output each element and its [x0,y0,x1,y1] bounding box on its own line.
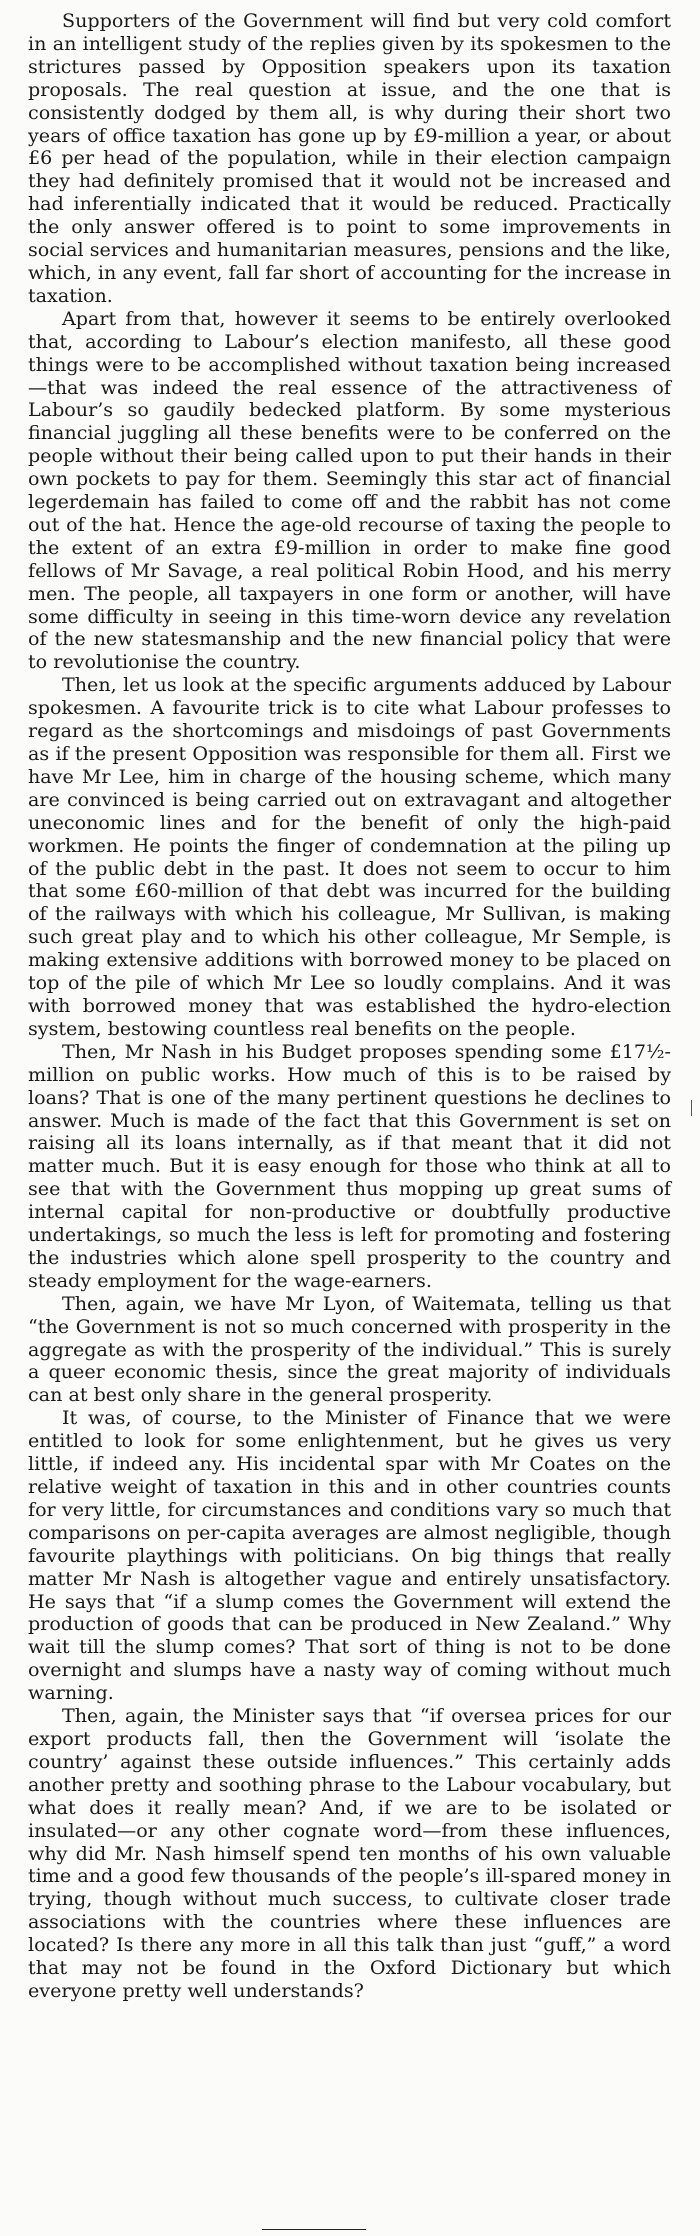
article-paragraph: Then, again, we have Mr Lyon, of Waitemata, telling us that “the Government is not so much concerned with prosperity in the aggregate as with the prosperity of the individual.” This is surely a queer economic thesis, since the great majority of individuals can at best only share in the general prosperity. [28,1291,671,1407]
article-paragraph: Supporters of the Government will find but very cold comfort in an intelligent study of the replies given by its spokesmen to the strictures passed by Opposition speakers upon its taxation proposals. The real question at issue, and the one that is consistently dodged by them all, is why during their short two years of office taxation has gone up by £9-million a year, or about £6 per head of the population, while in their election campaign they had definitely promised that it would not be increased and had inferentially indicated that it would be reduced. Practically the only answer offered is to point to some improvements in social services and humanitarian measures, pensions and the like, which, in any event, fall far short of accounting for the increase in taxation. [28,9,671,307]
article-paragraph: Then, again, the Minister says that “if oversea prices for our export products fall, then the Government will ‘isolate the country’ against these outside influences.” This certainly adds another pretty and soothing phrase to the Labour vocabulary, but what does it really mean? And, if we are to be isolated or insulated—or any other cognate word—from these influences, why did Mr. Nash himself spend ten months of his own valuable time and a good few thousands of the people’s ill-spared money in trying, though without much success, to cultivate closer trade associations with the countries where these influences are located? Is there any more in all this talk than just “guff,” a word that may not be found in the Oxford Dictionary but which everyone pretty well understands? [28,1704,671,2002]
article-paragraph: Then, Mr Nash in his Budget proposes spending some £17½-million on public works. How much of this is to be raised by loans? That is one of the many pertinent questions he declines to answer. Much is made of the fact that this Government is set on raising all its loans internally, as if that meant that it did not matter much. But it is easy enough for those who think at all to see that with the Government thus mopping up great sums of internal capital for non-productive or doubtfully productive undertakings, so much the less is left for promoting and fostering the industries which alone spell prosperity to the country and steady employment for the wage-earners. [28,1039,671,1292]
article-column [28,10,671,2003]
end-of-article-rule [262,2229,366,2230]
margin-mark [691,1100,692,1116]
article-paragraph: Then, let us look at the specific arguments adduced by Labour spokesmen. A favourite trick is to cite what Labour professes to regard as the shortcomings and misdoings of past Governments as if the present Opposition was responsible for them all. First we have Mr Lee, him in charge of the housing scheme, which many are convinced is being carried out on extravagant and altogether uneconomic lines and for the benefit of only the high-paid workmen. He points the finger of condemnation at the piling up of the public debt in the past. It does not seem to occur to him that some £60-million of that debt was incurred for the building of the railways with which his colleague, Mr Sullivan, is making such great play and to which his other colleague, Mr Semple, is making extensive additions with borrowed money to be placed on top of the pile of which Mr Lee so loudly complains. And it was with borrowed money that was established the hydro-election system, bestowing countless real benefits on the people. [28,673,671,1040]
article-paragraph: Apart from that, however it seems to be entirely overlooked that, according to Labour’s election manifesto, all these good things were to be accomplished without taxation being increased—that was indeed the real essence of the attractiveness of Labour’s so gaudily bedecked platform. By some mysterious financial juggling all these benefits were to be conferred on the people without their being called upon to put their hands in their own pockets to pay for them. Seemingly this star act of financial legerdemain has failed to come off and the rabbit has not come out of the hat. Hence the age-old recourse of taxing the people to the extent of an extra £9-million in order to make fine good fellows of Mr Savage, a real political Robin Hood, and his merry men. The people, all taxpayers in one form or another, will have some difficulty in seeing in this time-worn device any revelation of the new statesmanship and the new financial policy that were to revolutionise the country. [28,306,671,674]
article-paragraph: It was, of course, to the Minister of Finance that we were entitled to look for some enlightenment, but he gives us very little, if indeed any. His incidental spar with Mr Coates on the relative weight of taxation in this and in other countries counts for very little, for circumstances and conditions vary so much that comparisons on per-capita averages are almost negligible, though favourite playthings with politicians. On big things that really matter Mr Nash is altogether vague and entirely unsatisfactory. He says that “if a slump comes the Government will extend the production of goods that can be produced in New Zealand.” Why wait till the slump comes? That sort of thing is not to be done overnight and slumps have a nasty way of coming without much warning. [28,1406,671,1705]
